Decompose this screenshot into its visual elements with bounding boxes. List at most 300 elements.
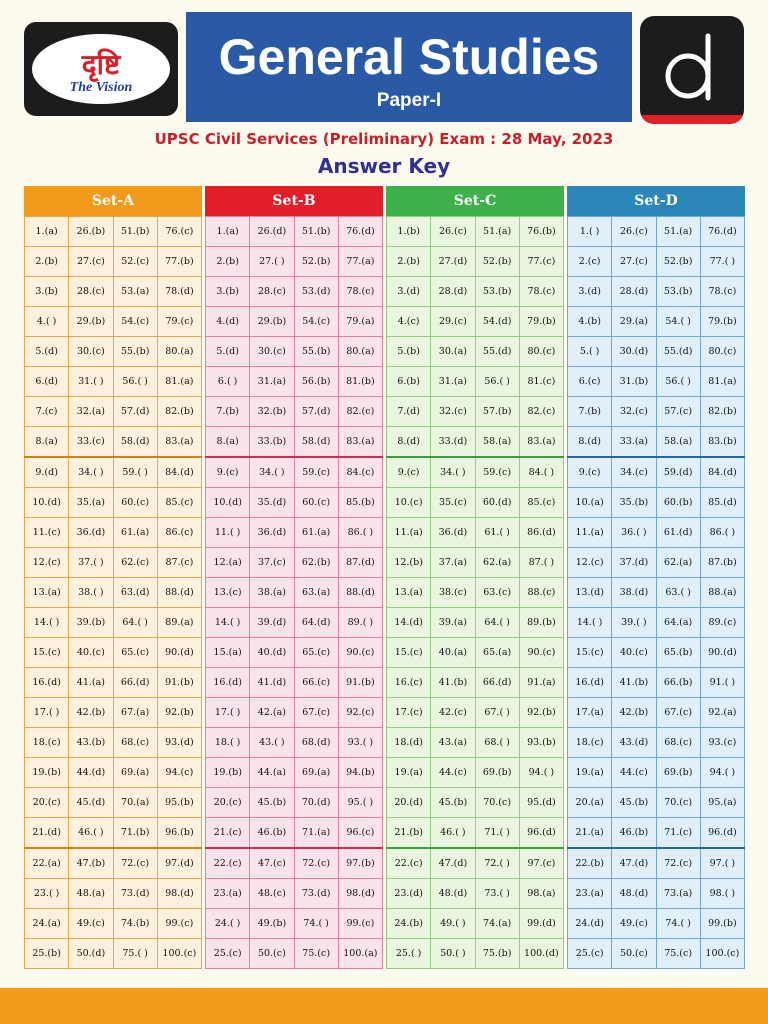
answer-cell: 94.(b) bbox=[338, 758, 382, 788]
answer-cell: 5.( ) bbox=[568, 337, 612, 367]
answer-cell: 69.(a) bbox=[294, 758, 338, 788]
answer-cell: 82.(b) bbox=[700, 397, 744, 427]
answer-row bbox=[25, 578, 202, 608]
answer-cell: 41.(b) bbox=[431, 668, 475, 698]
answer-cell: 9.(d) bbox=[25, 457, 69, 488]
answer-cell: 30.(a) bbox=[431, 337, 475, 367]
answer-cell: 26.(d) bbox=[250, 217, 294, 247]
answer-cell: 81.(a) bbox=[157, 367, 201, 397]
answer-row bbox=[387, 638, 564, 668]
answer-row bbox=[206, 879, 383, 909]
answer-row bbox=[387, 397, 564, 427]
answer-cell: 47.(d) bbox=[431, 848, 475, 879]
answer-cell: 62.(b) bbox=[294, 548, 338, 578]
answer-cell: 13.(a) bbox=[387, 578, 431, 608]
answer-cell: 98.(a) bbox=[519, 879, 563, 909]
answer-row bbox=[206, 758, 383, 788]
answer-cell: 86.(d) bbox=[519, 518, 563, 548]
answer-cell: 22.(c) bbox=[387, 848, 431, 879]
answer-cell: 35.(d) bbox=[250, 488, 294, 518]
answer-cell: 90.(c) bbox=[338, 638, 382, 668]
answer-cell: 20.(a) bbox=[568, 788, 612, 818]
answer-row bbox=[25, 608, 202, 638]
answer-cell: 94.( ) bbox=[519, 758, 563, 788]
answer-cell: 84.(d) bbox=[700, 457, 744, 488]
answer-row bbox=[568, 698, 745, 728]
answer-cell: 56.( ) bbox=[475, 367, 519, 397]
answer-cell: 34.( ) bbox=[69, 457, 113, 488]
answer-cell: 29.(b) bbox=[69, 307, 113, 337]
answer-cell: 9.(c) bbox=[387, 457, 431, 488]
drishti-d-logo-icon bbox=[640, 16, 744, 124]
answer-row bbox=[206, 367, 383, 397]
answer-cell: 48.(d) bbox=[612, 879, 656, 909]
answer-cell: 56.( ) bbox=[113, 367, 157, 397]
answer-cell: 57.(d) bbox=[113, 397, 157, 427]
answer-cell: 64.( ) bbox=[113, 608, 157, 638]
answer-cell: 2.(c) bbox=[568, 247, 612, 277]
answer-cell: 19.(a) bbox=[387, 758, 431, 788]
answer-row bbox=[206, 457, 383, 488]
answer-cell: 73.(d) bbox=[294, 879, 338, 909]
answer-row bbox=[206, 909, 383, 939]
answer-cell: 100.(d) bbox=[519, 939, 563, 969]
answer-cell: 66.(d) bbox=[113, 668, 157, 698]
answer-cell: 3.(d) bbox=[568, 277, 612, 307]
answer-cell: 10.(d) bbox=[206, 488, 250, 518]
answer-cell: 83.(b) bbox=[700, 427, 744, 458]
answer-row bbox=[25, 247, 202, 277]
answer-cell: 84.(d) bbox=[157, 457, 201, 488]
answer-row bbox=[25, 758, 202, 788]
answer-cell: 36.(d) bbox=[250, 518, 294, 548]
answer-cell: 85.(c) bbox=[519, 488, 563, 518]
answer-cell: 34.( ) bbox=[431, 457, 475, 488]
answer-cell: 49.(c) bbox=[612, 909, 656, 939]
answer-cell: 54.(d) bbox=[475, 307, 519, 337]
answer-cell: 88.(c) bbox=[519, 578, 563, 608]
answer-cell: 83.(a) bbox=[157, 427, 201, 458]
answer-cell: 52.(c) bbox=[113, 247, 157, 277]
answer-row bbox=[206, 638, 383, 668]
answer-cell: 45.(b) bbox=[431, 788, 475, 818]
answer-cell: 79.(b) bbox=[700, 307, 744, 337]
answer-cell: 76.(b) bbox=[519, 217, 563, 247]
answer-cell: 91.(b) bbox=[338, 668, 382, 698]
answer-cell: 91.( ) bbox=[700, 668, 744, 698]
answer-cell: 17.(a) bbox=[568, 698, 612, 728]
answer-cell: 77.( ) bbox=[700, 247, 744, 277]
answer-cell: 11.(c) bbox=[25, 518, 69, 548]
answer-row bbox=[25, 788, 202, 818]
answer-cell: 41.(a) bbox=[69, 668, 113, 698]
answer-cell: 52.(b) bbox=[475, 247, 519, 277]
answer-cell: 96.(d) bbox=[700, 818, 744, 849]
answer-cell: 99.(b) bbox=[700, 909, 744, 939]
answer-cell: 20.(c) bbox=[206, 788, 250, 818]
answer-cell: 4.(d) bbox=[206, 307, 250, 337]
answer-cell: 100.(c) bbox=[157, 939, 201, 969]
answer-cell: 82.(c) bbox=[338, 397, 382, 427]
answer-row bbox=[568, 909, 745, 939]
answer-cell: 62.(c) bbox=[113, 548, 157, 578]
answer-cell: 28.(c) bbox=[250, 277, 294, 307]
answer-cell: 39.( ) bbox=[612, 608, 656, 638]
answer-row bbox=[206, 488, 383, 518]
answer-row bbox=[25, 307, 202, 337]
answer-cell: 55.(d) bbox=[656, 337, 700, 367]
answer-cell: 90.(d) bbox=[700, 638, 744, 668]
answer-cell: 72.(c) bbox=[294, 848, 338, 879]
answer-cell: 92.(b) bbox=[157, 698, 201, 728]
answer-cell: 8.(d) bbox=[387, 427, 431, 458]
answer-cell: 22.(c) bbox=[206, 848, 250, 879]
answer-cell: 53.(b) bbox=[656, 277, 700, 307]
answer-cell: 37.( ) bbox=[69, 548, 113, 578]
answer-row bbox=[387, 277, 564, 307]
answer-cell: 78.(d) bbox=[157, 277, 201, 307]
answer-cell: 62.(a) bbox=[656, 548, 700, 578]
answer-cell: 58.(a) bbox=[656, 427, 700, 458]
answer-row bbox=[25, 397, 202, 427]
answer-cell: 33.(b) bbox=[250, 427, 294, 458]
answer-cell: 17.( ) bbox=[25, 698, 69, 728]
answer-cell: 49.(b) bbox=[250, 909, 294, 939]
answer-cell: 90.(c) bbox=[519, 638, 563, 668]
answer-cell: 25.(b) bbox=[25, 939, 69, 969]
answer-row bbox=[568, 578, 745, 608]
answer-cell: 75.(c) bbox=[294, 939, 338, 969]
answer-cell: 25.(c) bbox=[568, 939, 612, 969]
answer-cell: 89.(a) bbox=[157, 608, 201, 638]
answer-cell: 13.(a) bbox=[25, 578, 69, 608]
answer-cell: 79.(b) bbox=[519, 307, 563, 337]
answer-cell: 73.( ) bbox=[475, 879, 519, 909]
answer-cell: 75.( ) bbox=[113, 939, 157, 969]
answer-cell: 16.(d) bbox=[206, 668, 250, 698]
answer-cell: 11.( ) bbox=[206, 518, 250, 548]
answer-row bbox=[206, 848, 383, 879]
answer-row bbox=[568, 247, 745, 277]
answer-row bbox=[25, 728, 202, 758]
answer-cell: 48.(a) bbox=[69, 879, 113, 909]
answer-row bbox=[25, 367, 202, 397]
answer-cell: 32.(a) bbox=[69, 397, 113, 427]
answer-cell: 29.(b) bbox=[250, 307, 294, 337]
answer-cell: 47.(c) bbox=[250, 848, 294, 879]
answer-cell: 21.(d) bbox=[25, 818, 69, 849]
answer-row bbox=[25, 548, 202, 578]
answer-cell: 76.(c) bbox=[157, 217, 201, 247]
answer-cell: 46.(b) bbox=[612, 818, 656, 849]
answer-cell: 50.( ) bbox=[431, 939, 475, 969]
answer-cell: 24.( ) bbox=[206, 909, 250, 939]
answer-cell: 67.(a) bbox=[113, 698, 157, 728]
answer-cell: 10.(d) bbox=[25, 488, 69, 518]
answer-cell: 80.(a) bbox=[338, 337, 382, 367]
answer-cell: 19.(b) bbox=[25, 758, 69, 788]
answer-row bbox=[25, 488, 202, 518]
answer-cell: 74.(a) bbox=[475, 909, 519, 939]
answer-cell: 99.(d) bbox=[519, 909, 563, 939]
answer-row bbox=[25, 668, 202, 698]
answer-cell: 52.(b) bbox=[294, 247, 338, 277]
drishti-logo bbox=[24, 22, 178, 116]
answer-cell: 27.(d) bbox=[431, 247, 475, 277]
answer-cell: 3.(d) bbox=[387, 277, 431, 307]
answer-row bbox=[387, 247, 564, 277]
answer-cell: 27.(c) bbox=[612, 247, 656, 277]
answer-cell: 2.(b) bbox=[206, 247, 250, 277]
answer-row bbox=[387, 307, 564, 337]
answer-cell: 59.( ) bbox=[113, 457, 157, 488]
answer-cell: 37.(d) bbox=[612, 548, 656, 578]
answer-cell: 72.(c) bbox=[656, 848, 700, 879]
answer-row bbox=[25, 217, 202, 247]
answer-cell: 74.( ) bbox=[294, 909, 338, 939]
answer-row bbox=[25, 818, 202, 849]
set-b-panel bbox=[205, 186, 383, 969]
answer-cell: 84.( ) bbox=[519, 457, 563, 488]
answer-cell: 91.(b) bbox=[157, 668, 201, 698]
set-c-header: Set-C bbox=[386, 186, 564, 216]
answer-row bbox=[568, 638, 745, 668]
answer-cell: 76.(d) bbox=[700, 217, 744, 247]
answer-cell: 72.(c) bbox=[113, 848, 157, 879]
answer-row bbox=[25, 337, 202, 367]
answer-cell: 40.(a) bbox=[431, 638, 475, 668]
answer-cell: 24.(a) bbox=[25, 909, 69, 939]
footer-bar bbox=[0, 988, 768, 1024]
answer-cell: 51.(a) bbox=[475, 217, 519, 247]
answer-cell: 28.(d) bbox=[431, 277, 475, 307]
answer-cell: 45.(b) bbox=[612, 788, 656, 818]
answer-row bbox=[206, 698, 383, 728]
answer-cell: 98.(d) bbox=[338, 879, 382, 909]
answer-cell: 44.(c) bbox=[431, 758, 475, 788]
answer-cell: 97.( ) bbox=[700, 848, 744, 879]
answer-cell: 54.(c) bbox=[113, 307, 157, 337]
answer-cell: 71.(a) bbox=[294, 818, 338, 849]
answer-cell: 68.( ) bbox=[475, 728, 519, 758]
answer-cell: 89.( ) bbox=[338, 608, 382, 638]
answer-cell: 59.(c) bbox=[475, 457, 519, 488]
answer-cell: 31.(a) bbox=[431, 367, 475, 397]
answer-cell: 43.(b) bbox=[69, 728, 113, 758]
answer-cell: 7.(b) bbox=[206, 397, 250, 427]
answer-cell: 80.(a) bbox=[157, 337, 201, 367]
answer-cell: 27.( ) bbox=[250, 247, 294, 277]
answer-cell: 65.(c) bbox=[113, 638, 157, 668]
answer-row bbox=[25, 457, 202, 488]
answer-cell: 64.( ) bbox=[475, 608, 519, 638]
answer-cell: 30.(c) bbox=[69, 337, 113, 367]
answer-cell: 54.( ) bbox=[656, 307, 700, 337]
answer-cell: 43.( ) bbox=[250, 728, 294, 758]
answer-cell: 82.(c) bbox=[519, 397, 563, 427]
answer-cell: 58.(d) bbox=[294, 427, 338, 458]
answer-cell: 28.(d) bbox=[612, 277, 656, 307]
answer-row bbox=[568, 277, 745, 307]
answer-cell: 32.(c) bbox=[431, 397, 475, 427]
answer-cell: 39.(a) bbox=[431, 608, 475, 638]
answer-cell: 86.( ) bbox=[700, 518, 744, 548]
answer-cell: 95.(b) bbox=[157, 788, 201, 818]
answer-cell: 93.(c) bbox=[700, 728, 744, 758]
answer-cell: 23.( ) bbox=[25, 879, 69, 909]
answer-cell: 51.(b) bbox=[113, 217, 157, 247]
answer-cell: 99.(c) bbox=[157, 909, 201, 939]
answer-cell: 8.(a) bbox=[25, 427, 69, 458]
answer-cell: 36.(d) bbox=[69, 518, 113, 548]
answer-cell: 72.( ) bbox=[475, 848, 519, 879]
answer-cell: 16.(d) bbox=[568, 668, 612, 698]
answer-cell: 55.(b) bbox=[113, 337, 157, 367]
answer-row bbox=[206, 397, 383, 427]
answer-row bbox=[568, 518, 745, 548]
set-d-panel bbox=[567, 186, 745, 969]
answer-cell: 71.(c) bbox=[656, 818, 700, 849]
answer-row bbox=[387, 909, 564, 939]
answer-cell: 99.(c) bbox=[338, 909, 382, 939]
answer-cell: 97.(d) bbox=[157, 848, 201, 879]
answer-cell: 73.(d) bbox=[113, 879, 157, 909]
answer-cell: 96.(d) bbox=[519, 818, 563, 849]
answer-cell: 79.(a) bbox=[338, 307, 382, 337]
answer-cell: 15.(c) bbox=[387, 638, 431, 668]
answer-cell: 70.(d) bbox=[294, 788, 338, 818]
answer-cell: 4.( ) bbox=[25, 307, 69, 337]
answer-row bbox=[568, 879, 745, 909]
answer-cell: 55.(b) bbox=[294, 337, 338, 367]
answer-cell: 25.(c) bbox=[206, 939, 250, 969]
answer-cell: 5.(b) bbox=[387, 337, 431, 367]
answer-cell: 54.(c) bbox=[294, 307, 338, 337]
answer-row bbox=[206, 939, 383, 969]
answer-cell: 96.(c) bbox=[338, 818, 382, 849]
answer-cell: 30.(c) bbox=[250, 337, 294, 367]
answer-cell: 22.(a) bbox=[25, 848, 69, 879]
answer-cell: 42.(b) bbox=[69, 698, 113, 728]
answer-cell: 8.(a) bbox=[206, 427, 250, 458]
answer-cell: 42.(b) bbox=[612, 698, 656, 728]
answer-cell: 22.(b) bbox=[568, 848, 612, 879]
answer-cell: 75.(c) bbox=[656, 939, 700, 969]
answer-cell: 1.(a) bbox=[206, 217, 250, 247]
answer-cell: 61.(d) bbox=[656, 518, 700, 548]
answer-row bbox=[568, 758, 745, 788]
answer-cell: 45.(b) bbox=[250, 788, 294, 818]
answer-row bbox=[387, 427, 564, 458]
paper-subtitle: Paper-I bbox=[376, 90, 442, 111]
answer-cell: 51.(b) bbox=[294, 217, 338, 247]
answer-cell: 36.( ) bbox=[612, 518, 656, 548]
answer-cell: 89.(b) bbox=[519, 608, 563, 638]
answer-cell: 87.( ) bbox=[519, 548, 563, 578]
answer-cell: 10.(a) bbox=[568, 488, 612, 518]
page-title: General Studies bbox=[218, 29, 600, 85]
answer-cell: 68.(c) bbox=[113, 728, 157, 758]
answer-cell: 61.(a) bbox=[113, 518, 157, 548]
answer-cell: 20.(c) bbox=[25, 788, 69, 818]
answer-cell: 2.(b) bbox=[387, 247, 431, 277]
answer-row bbox=[568, 728, 745, 758]
answer-cell: 29.(c) bbox=[431, 307, 475, 337]
answer-row bbox=[387, 217, 564, 247]
set-a-panel bbox=[24, 186, 202, 969]
answer-cell: 32.(b) bbox=[250, 397, 294, 427]
answer-cell: 64.(d) bbox=[294, 608, 338, 638]
answer-cell: 71.(b) bbox=[113, 818, 157, 849]
answer-cell: 21.(a) bbox=[568, 818, 612, 849]
answer-cell: 6.(b) bbox=[387, 367, 431, 397]
logo-tagline: The Vision bbox=[69, 80, 133, 95]
answer-cell: 7.(d) bbox=[387, 397, 431, 427]
answer-cell: 63.(a) bbox=[294, 578, 338, 608]
answer-cell: 46.(b) bbox=[250, 818, 294, 849]
answer-cell: 41.(d) bbox=[250, 668, 294, 698]
answer-cell: 60.(d) bbox=[475, 488, 519, 518]
answer-cell: 97.(b) bbox=[338, 848, 382, 879]
set-a-table bbox=[24, 216, 202, 969]
answer-row bbox=[387, 518, 564, 548]
answer-cell: 21.(c) bbox=[206, 818, 250, 849]
answer-cell: 15.(c) bbox=[25, 638, 69, 668]
answer-row bbox=[206, 728, 383, 758]
answer-cell: 47.(b) bbox=[69, 848, 113, 879]
set-d-header: Set-D bbox=[567, 186, 745, 216]
answer-cell: 13.(d) bbox=[568, 578, 612, 608]
answer-row bbox=[387, 608, 564, 638]
answer-cell: 37.(a) bbox=[431, 548, 475, 578]
answer-cell: 43.(a) bbox=[431, 728, 475, 758]
answer-row bbox=[206, 247, 383, 277]
answer-row bbox=[387, 548, 564, 578]
answer-cell: 80.(c) bbox=[700, 337, 744, 367]
answer-cell: 87.(c) bbox=[157, 548, 201, 578]
answer-cell: 81.(c) bbox=[519, 367, 563, 397]
answer-cell: 18.( ) bbox=[206, 728, 250, 758]
answer-cell: 18.(d) bbox=[387, 728, 431, 758]
answer-cell: 14.( ) bbox=[206, 608, 250, 638]
answer-cell: 55.(d) bbox=[475, 337, 519, 367]
answer-cell: 81.(a) bbox=[700, 367, 744, 397]
answer-row bbox=[387, 367, 564, 397]
answer-cell: 74.( ) bbox=[656, 909, 700, 939]
answer-row bbox=[206, 578, 383, 608]
answer-row bbox=[568, 788, 745, 818]
answer-row bbox=[568, 608, 745, 638]
answer-cell: 5.(d) bbox=[25, 337, 69, 367]
answer-cell: 66.(d) bbox=[475, 668, 519, 698]
answer-cell: 63.(c) bbox=[475, 578, 519, 608]
answer-cell: 26.(c) bbox=[431, 217, 475, 247]
answer-cell: 9.(c) bbox=[568, 457, 612, 488]
answer-cell: 12.(c) bbox=[568, 548, 612, 578]
answer-cell: 38.(d) bbox=[612, 578, 656, 608]
answer-row bbox=[206, 788, 383, 818]
answer-cell: 64.(a) bbox=[656, 608, 700, 638]
answer-cell: 63.( ) bbox=[656, 578, 700, 608]
answer-key-heading: Answer Key bbox=[317, 154, 451, 178]
set-a-header: Set-A bbox=[24, 186, 202, 216]
answer-cell: 88.(a) bbox=[700, 578, 744, 608]
answer-cell: 42.(a) bbox=[250, 698, 294, 728]
answer-row bbox=[25, 879, 202, 909]
answer-cell: 12.(a) bbox=[206, 548, 250, 578]
answer-row bbox=[206, 608, 383, 638]
answer-cell: 91.(a) bbox=[519, 668, 563, 698]
